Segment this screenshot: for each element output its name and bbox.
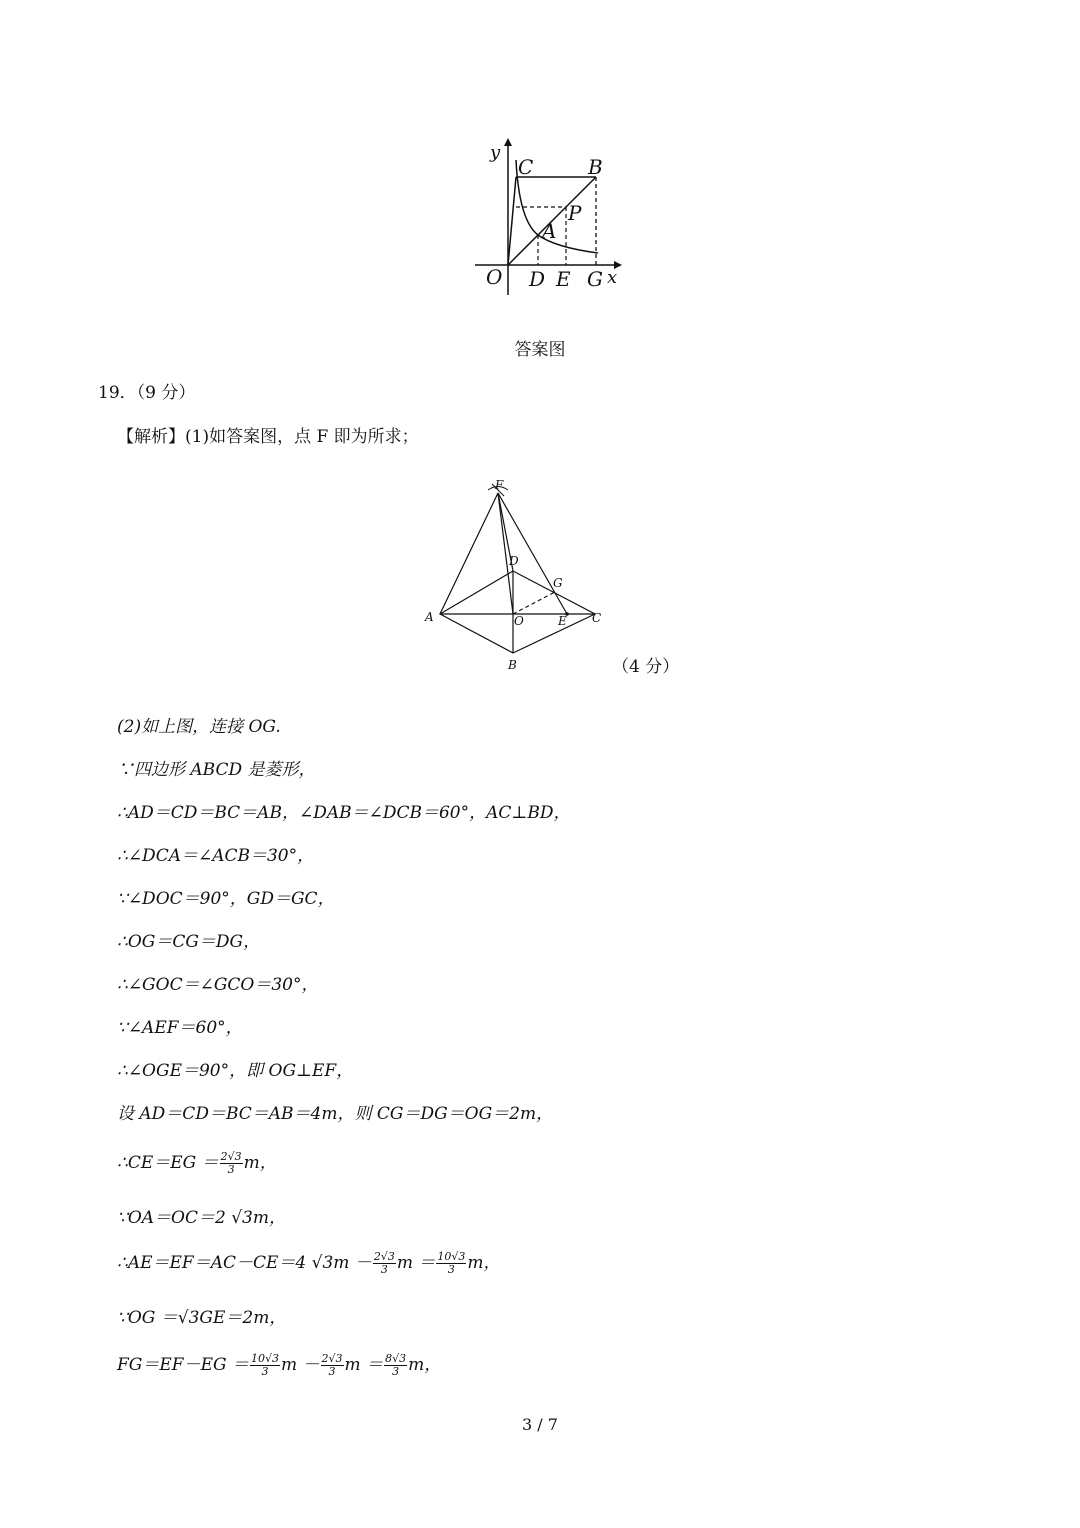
proof-line-og: ∵OG ＝√3GE＝2m， [117, 1308, 287, 1328]
proof-line-10: 设 AD＝CD＝BC＝AB＝4m，则 CG＝DG＝OG＝2m， [117, 1104, 554, 1124]
label-o2: O [514, 614, 524, 628]
label-d: D [529, 267, 546, 291]
page-number: 3 / 7 [522, 1415, 558, 1434]
part1-text: (1)如答案图，点 F 即为所求； [185, 427, 419, 447]
rhombus-abcd [440, 571, 595, 653]
y-axis-arrow [504, 138, 512, 146]
label-y: y [490, 142, 501, 163]
ce-prefix: ∴CE＝EG ＝ [117, 1153, 219, 1173]
segment-oc [508, 177, 516, 265]
label-b: B [588, 155, 603, 179]
ae-prefix: ∴AE＝EF＝AC－CE＝4 √3m － [117, 1253, 372, 1273]
question-number: 19．（9 分） [98, 383, 196, 403]
label-c2: C [592, 611, 602, 625]
label-g: G [587, 267, 603, 291]
label-a2: A [425, 610, 434, 624]
label-a: A [542, 219, 557, 243]
fraction-2r3: $\frac{2√3}{3}$ [220, 1150, 242, 1176]
label-e2: E [558, 614, 567, 628]
proof-line-3: ∴AD＝CD＝BC＝AB，∠DAB＝∠DCB＝60°，AC⊥BD， [117, 803, 571, 823]
fraction-8r3: $\frac{8√3}{3}$ [385, 1352, 407, 1378]
ae-mid: m ＝ [396, 1253, 436, 1273]
segment-og [513, 592, 555, 614]
label-c: C [518, 155, 534, 179]
proof-line-6: ∴OG＝CG＝DG， [117, 932, 261, 952]
fg-prefix: FG＝EF－EG ＝ [117, 1355, 249, 1375]
proof-line-ae [117, 1248, 501, 1276]
label-p: P [568, 201, 582, 225]
proof-line-9: ∴∠OGE＝90°，即 OG⊥EF， [117, 1061, 354, 1081]
fraction-2r3-b: $\frac{2√3}{3}$ [373, 1250, 395, 1276]
fraction-2r3-c: $\frac{2√3}{3}$ [321, 1352, 343, 1378]
label-g2: G [553, 576, 563, 590]
ae-suffix: m， [467, 1253, 501, 1273]
proof-line-oa: ∵OA＝OC＝2 √3m， [117, 1208, 286, 1228]
coordinate-figure [470, 130, 630, 300]
label-d2: D [509, 554, 519, 568]
fg-mid1: m － [281, 1355, 320, 1375]
analysis-part1 [117, 422, 419, 447]
segment-af [440, 493, 498, 614]
analysis-tag: 【解析】 [117, 427, 185, 447]
proof-line-7: ∴∠GOC＝∠GCO＝30°， [117, 975, 319, 995]
figure-caption: 答案图 [514, 340, 566, 360]
label-f: F [495, 478, 504, 492]
fg-mid2: m ＝ [344, 1355, 384, 1375]
proof-line-1: (2)如上图，连接 OG. [117, 717, 281, 737]
proof-line-fg [117, 1350, 441, 1378]
fg-suffix: m， [408, 1355, 442, 1375]
proof-line-ce [117, 1148, 277, 1176]
label-x: x [607, 267, 618, 288]
label-e: E [556, 267, 571, 291]
proof-line-2: ∵四边形 ABCD 是菱形， [117, 760, 316, 780]
fraction-10r3-b: $\frac{10√3}{3}$ [250, 1352, 279, 1378]
proof-line-4: ∴∠DCA＝∠ACB＝30°， [117, 846, 315, 866]
label-b2: B [508, 658, 517, 672]
fraction-10r3: $\frac{10√3}{3}$ [437, 1250, 466, 1276]
proof-line-5: ∵∠DOC＝90°，GD＝GC， [117, 889, 335, 909]
rhombus-figure [415, 475, 610, 675]
score-note: （4 分） [612, 657, 680, 677]
ce-suffix: m， [243, 1153, 277, 1173]
proof-line-8: ∵∠AEF＝60°， [117, 1018, 243, 1038]
label-o: O [486, 265, 503, 289]
